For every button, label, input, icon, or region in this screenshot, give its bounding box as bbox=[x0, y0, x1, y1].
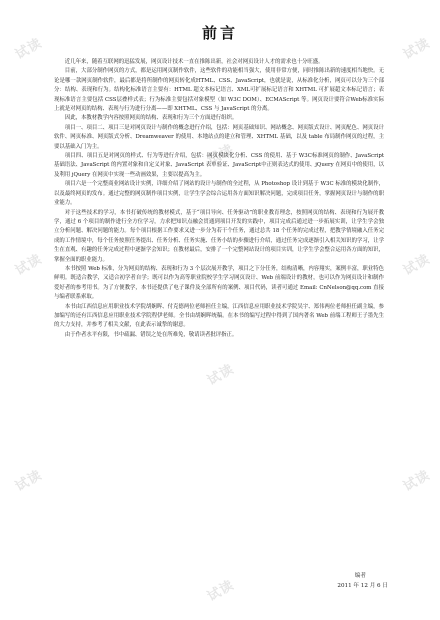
watermark: 试读 bbox=[401, 35, 433, 63]
watermark: 试读 bbox=[13, 251, 45, 279]
watermark: 试读 bbox=[205, 361, 237, 389]
watermark: 试读 bbox=[401, 251, 433, 279]
paragraph: 项目一、项目二、项目三是对网页设计与制作的概念进行介绍，包括：网页基础知识、网站概念、网页版式设计、网页配色、网页设计软件、网页标准、网页版式分析、Dreamweaver 的使用、本地站点的建立和管理、XHTML 基础，以及 table 布局制作网页的过程，主要以基础入门为主。 bbox=[54, 124, 384, 150]
paragraph: 因此，本教材教学内容按照网页的结构、表现和行为三个方面进行组织。 bbox=[64, 115, 238, 122]
paragraph: 项目六是一个完整商业网站设计实例，详细介绍了网站的设计与制作的全过程，从 Photoshop 设计到基于 W3C 标准的模块化制作，以及最终网页的发布。通过完整的网页制作项目实例，让学生学会综合运用各方面知识解决问题，完成项目任务，掌握网页设计与制作的职业能力。 bbox=[54, 181, 384, 207]
paragraph: 近几年来，随着互联网的迅猛发展，网页设计技术一直在推陈出新，社会对网页设计人才的需求也十分旺盛。 bbox=[64, 59, 324, 65]
signature-author: 编者 bbox=[354, 573, 366, 579]
paragraph: 对于这些技术的学习，本书打破传统的教材模式，基于“项目导向、任务驱动”的职业教育理念，按照网页的结构、表现和行为展开教学，通过 6 个项目的制作进行全方位学习，力求把知识点融会贯通到项目开发的实践中，项目完成后通过进一步拓展实训，让学生学会独立分析问题、解决问题的能力。每个项目根据工作要求又进一步分为若干个任务，通过总共 18 个任务的完成过程，把教学情境融入任务完成的工作情境中，每个任务按照任务提出、任务分析、任务实施、任务小结的步骤进行介绍，通过任务完成逐渐引入相关知识的学习，让学生在直观、有趣的任务完成过程中逐渐学会知识；在教材最后，安排了一个完整网站设计的项目实训，让学生学会整合运用各方面的知识，掌握全面的职业能力。 bbox=[54, 209, 384, 263]
preface-body bbox=[54, 58, 384, 340]
watermark: 试读 bbox=[401, 467, 433, 495]
paragraph: 本书按照 Web 标准，分为网页的结构、表现和行为 3 个层次展开教学，项目之下分任务，结构清晰，内容翔实，案例丰富，职业特色鲜明。既适合教学，又适合初学者自学；既可以作为高等职业院校学生学习网页设计、Web 前端设计的教材，也可以作为网页设计和制作爱好者的参考用书。为了方便教学，本书还提供了电子课件及全部所有的案例、项目代码，读者可通过 Email: CnNelson@qq.com 直接与编者联系索取。 bbox=[54, 265, 384, 301]
paragraph: 目前，大部分制作网页的方式，都是运用网页制作软件，这些软件的功能相当强大，使用非常方便，同时推陈出新的速度相当地快。无论是哪一款网页制作软件，最后都是将所制作的网页转化成HTML、CSS、JavaScript，也就是说，从标准化分析，网页可以分为三个部分：结构、表现和行为。结构化标准语言主要有：HTML 超文本标记语言、XML可扩展标记语言和 XHTML 可扩展超文本标记语言；表现标准语言主要包括 CSS层叠样式表；行为标准主要包括对象模型（如 W3C DOM）、ECMAScript 等。网页设计要符合Web标准实际上就是对网页的结构、表现与行为进行分离——即 XHTML、CSS 与 JavaScript 的分离。 bbox=[54, 68, 384, 113]
paragraph: 由于作者水平有限，书中疏漏、错误之处在所难免，敬请读者批评指正。 bbox=[64, 331, 238, 338]
paragraph: 本书由江西信息应用职业技术学院胡娴晖、付克德两位老师担任主编，江西信息应用职业技术学院吴宇、郑伟两位老师担任副主编，参加编写的还有江西信息应用职业技术学院程伊老师。全书由胡娴晖统稿。在本书的编写过程中得到了国内著名 Web 前端工程师王子墨先生的大力支持，并参考了相关文献，在此表示诚挚的谢意。 bbox=[54, 303, 384, 329]
watermark: 试读 bbox=[205, 577, 237, 605]
page-title: 前言 bbox=[201, 24, 238, 42]
signature-block bbox=[337, 571, 388, 591]
paragraph: 项目四、项目五是对网页的样式、行为等进行介绍，包括：网页模块化分析、CSS 的使用、基于 W3C标准网页的制作、JavaScript 基础语法、JavaScript 的内置对象和自定义对象、JavaScript 表单验证、JavaScript中正则表达式的使用、jQuery 在网页中的使用，以及利用 jQuery 在网页中实现一些动画效果，主要以提高为主。 bbox=[54, 153, 384, 178]
watermark: 试读 bbox=[205, 141, 237, 169]
watermark: 试读 bbox=[13, 35, 45, 63]
watermark: 试读 bbox=[13, 467, 45, 495]
signature-date: 2011 年 12 月 6 日 bbox=[337, 583, 388, 589]
